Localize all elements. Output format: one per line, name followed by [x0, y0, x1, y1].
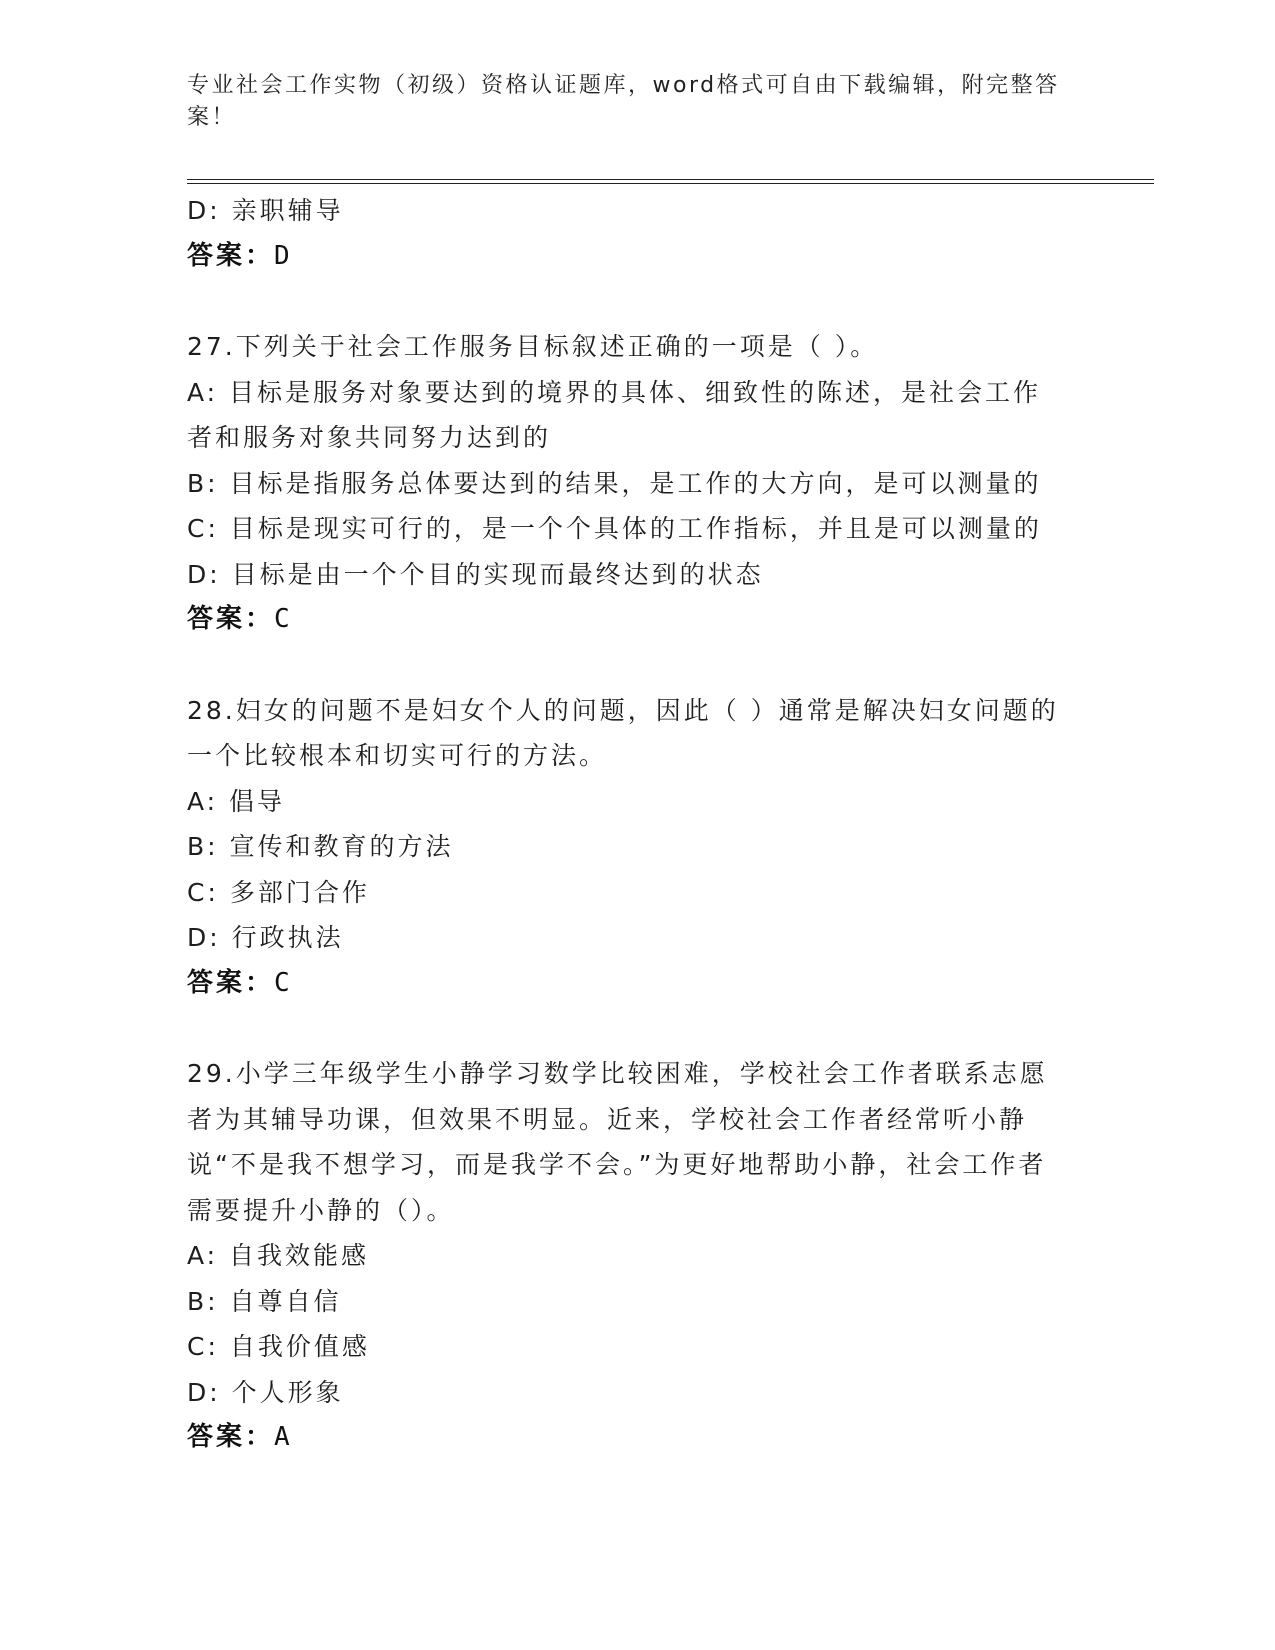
spacer: [187, 643, 1087, 688]
spacer: [187, 279, 1087, 324]
prev-question-answer: [187, 234, 1087, 280]
answer-label: 答案：: [187, 604, 275, 634]
answer-label: 答案：: [187, 1422, 275, 1452]
answer-value: C: [274, 967, 290, 998]
question-option-a: A: 倡导: [187, 786, 286, 816]
question-28: [187, 688, 1087, 1007]
spacer: [187, 1006, 1087, 1051]
header-rule-top: [187, 179, 1154, 180]
header-rule-bottom: [187, 183, 1154, 184]
answer-label: 答案：: [187, 240, 275, 271]
question-stem: 28.妇女的问题不是妇女个人的问题，因此（ ）通常是解决妇女问题的一个比较根本和切实可行的方法。: [187, 695, 1059, 770]
question-option-c: C: 目标是现实可行的，是一个个具体的工作指标，并且是可以测量的: [187, 514, 1042, 543]
question-answer: [187, 1415, 1087, 1461]
question-option-c: C: 多部门合作: [187, 877, 370, 907]
question-option-b: B: 宣传和教育的方法: [187, 832, 454, 861]
question-answer: [187, 961, 1087, 1007]
question-option-c: C: 自我价值感: [187, 1332, 370, 1361]
prev-question-option-d: D: 亲职辅导: [187, 196, 344, 225]
question-29: [187, 1051, 1087, 1461]
question-stem: 27.下列关于社会工作服务目标叙述正确的一项是（ ）。: [187, 332, 879, 361]
question-option-d: D: 目标是由一个个目的实现而最终达到的状态: [187, 559, 764, 589]
question-27: [187, 324, 1087, 643]
question-list: [187, 188, 1087, 1461]
question-answer: [187, 597, 1087, 643]
question-option-a: A: 自我效能感: [187, 1241, 370, 1270]
question-option-b: B: 目标是指服务总体要达到的结果，是工作的大方向，是可以测量的: [187, 468, 1042, 498]
answer-value: C: [274, 604, 290, 634]
question-stem: 29.小学三年级学生小静学习数学比较困难，学校社会工作者联系志愿者为其辅导功课，但效果不明显。近来，学校社会工作者经常听小静说“不是我不想学习，而是我学不会。”为更好地帮助小静，社会工作者需要提升小静的（）。: [187, 1059, 1048, 1225]
question-option-d: D: 个人形象: [187, 1377, 344, 1407]
page-header-title: 专业社会工作实物（初级）资格认证题库，word格式可自由下载编辑，附完整答案！: [187, 73, 1060, 130]
answer-label: 答案：: [187, 967, 275, 998]
question-option-b: B: 自尊自信: [187, 1286, 342, 1316]
answer-value: A: [274, 1422, 290, 1452]
answer-value: D: [274, 240, 290, 271]
question-option-a: A: 目标是服务对象要达到的境界的具体、细致性的陈述，是社会工作者和服务对象共同努力达到的: [187, 377, 1042, 452]
question-option-d: D: 行政执法: [187, 923, 344, 952]
